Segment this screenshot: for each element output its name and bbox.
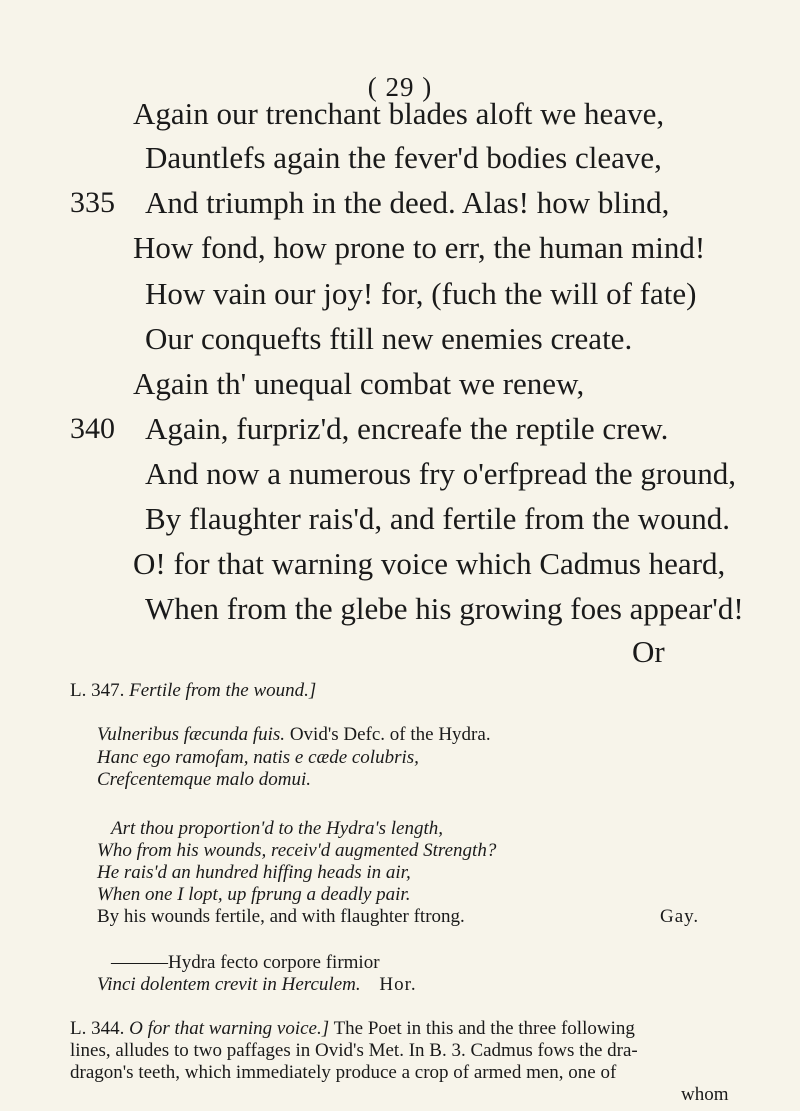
english-quote: He rais'd an hundred hiffing heads in air, [97,862,411,883]
note-text: The Poet in this and the three following [333,1018,635,1039]
note-text: dragon's teeth, which immediately produce a crop of armed men, one of [70,1062,617,1083]
note-heading [70,680,316,702]
line-number: 340 [70,412,115,445]
page-number: ( 29 ) [367,72,433,102]
quote-source: Ovid's Defc. of the Hydra. [289,724,491,745]
note-lemma: Fertile from the wound.] [129,680,317,701]
latin-quote: Crefcentemque malo domui. [97,769,312,790]
note-ref: L. 344. [70,1018,125,1039]
poem-line-text: Dauntlefs again the fever'd bodies cleave, [145,140,662,175]
horace-quote-line [97,974,417,996]
note-text: whom [681,1084,729,1105]
quote-source: Gay. [660,906,700,927]
catchword: Or [632,634,665,669]
english-quote: Art thou proportion'd to the Hydra's length, [111,818,443,839]
poem-line-text: Our conquefts ftill new enemies create. [145,321,633,356]
line-number: 335 [70,186,115,219]
english-quote: By his wounds fertile, and with flaughter ftrong. [97,906,465,927]
note-heading [70,1018,635,1040]
poem-line-text: Again our trenchant blades aloft we heave, [133,96,665,131]
poem-line-text: O! for that warning voice which Cadmus heard, [133,546,726,581]
horace-quote: ———Hydra fecto corpore firmior [111,952,380,973]
english-quote: Who from his wounds, receiv'd augmented Strength? [97,840,497,861]
note-text: lines, alludes to two paffages in Ovid's Met. In B. 3. Cadmus fows the dra- [70,1040,638,1061]
note-lemma: O for that warning voice.] [129,1018,330,1039]
quote-source: Hor. [379,974,417,995]
poem-line-text: And now a numerous fry o'erfpread the ground, [145,456,736,491]
poem-line-text: Again, furpriz'd, encreafe the reptile crew. [145,411,669,446]
latin-quote: Vulneribus fæcunda fuis. [97,724,286,745]
note-quote-line [97,724,491,746]
note-ref: L. 347. [70,680,125,701]
poem-line-text: And triumph in the deed. Alas! how blind, [145,185,670,220]
english-quote: When one I lopt, up fprung a deadly pair. [97,884,411,905]
horace-quote: Vinci dolentem crevit in Herculem. [97,974,361,995]
poem-line-text: How vain our joy! for, (fuch the will of fate) [145,276,697,311]
poem-line-text: How fond, how prone to err, the human mind! [133,230,706,265]
poem-line-text: By flaughter rais'd, and fertile from the wound. [145,501,730,536]
poem-line-text: Again th' unequal combat we renew, [133,366,585,401]
poem-line-text: When from the glebe his growing foes appear'd! [145,591,744,626]
latin-quote: Hanc ego ramofam, natis e cæde colubris, [97,747,419,768]
